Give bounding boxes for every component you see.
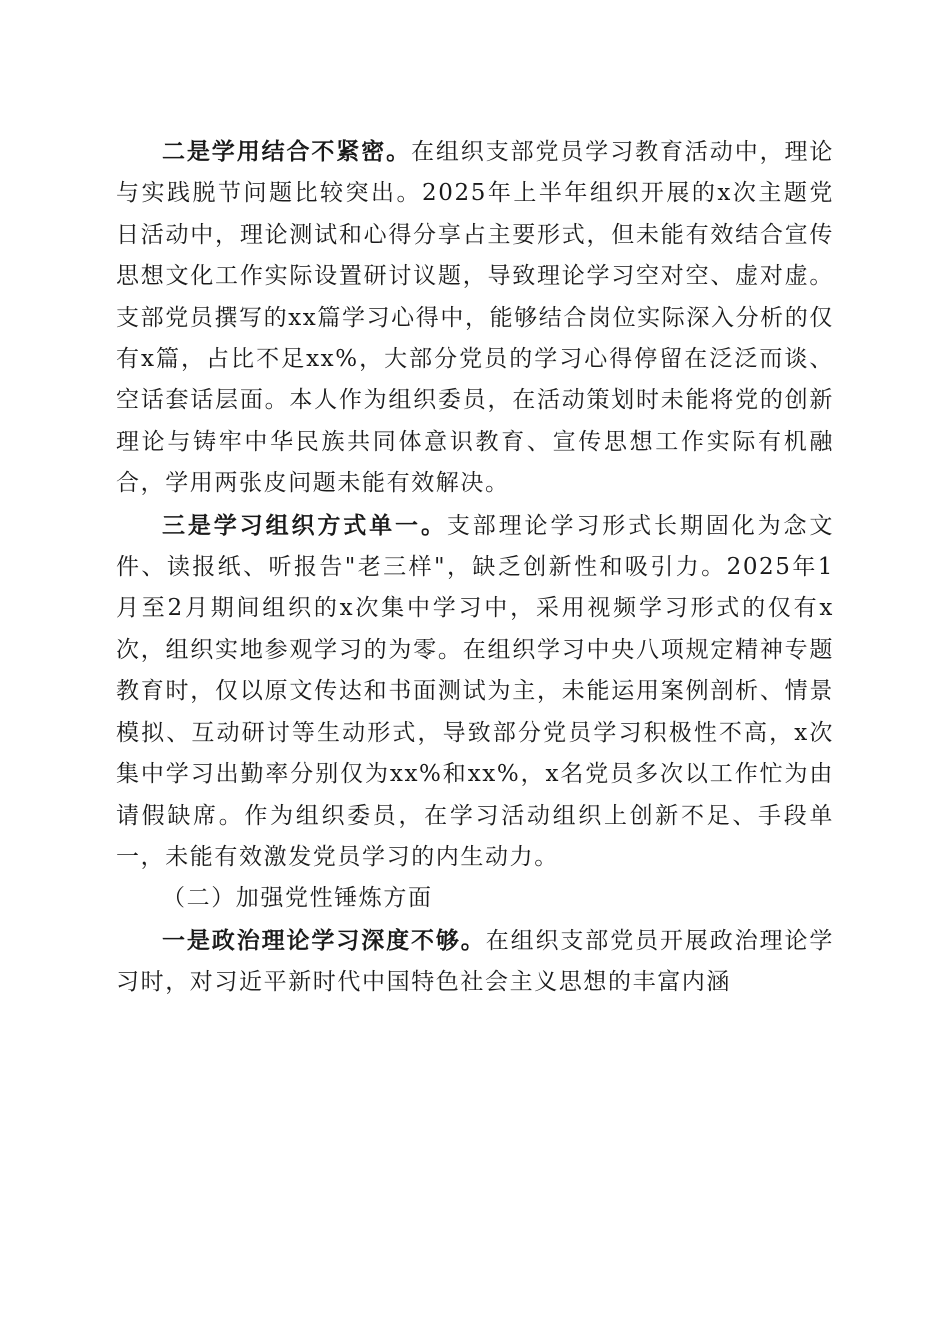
- document-body: [116, 131, 834, 1004]
- paragraph-text: 支部理论学习形式长期固化为念文件、读报纸、听报告"老三样"，缺乏创新性和吸引力。2025年1月至2月期间组织的x次集中学习中，采用视频学习形式的仅有x次，组织实地参观学习的为零。在组织学习中央八项规定精神专题教育时，仅以原文传达和书面测试为主，未能运用案例剖析、情景模拟、互动研讨等生动形式，导致部分党员学习积极性不高，x次集中学习出勤率分别仅为xx%和xx%，x名党员多次以工作忙为由请假缺席。作为组织委员，在学习活动组织上创新不足、手段单一，未能有效激发党员学习的内生动力。: [116, 512, 834, 870]
- paragraph-text: 在组织支部党员学习教育活动中，理论与实践脱节问题比较突出。2025年上半年组织开展的x次主题党日活动中，理论测试和心得分享占主要形式，但未能有效结合宣传思想文化工作实际设置研讨议题，导致理论学习空对空、虚对虚。支部党员撰写的xx篇学习心得中，能够结合岗位实际深入分析的仅有x篇，占比不足xx%，大部分党员的学习心得停留在泛泛而谈、空话套话层面。本人作为组织委员，在活动策划时未能将党的创新理论与铸牢中华民族共同体意识教育、宣传思想工作实际有机融合，学用两张皮问题未能有效解决。: [116, 139, 834, 497]
- paragraph-study-method: [116, 505, 834, 879]
- paragraph-political-theory: [116, 920, 834, 1004]
- paragraph-study-application: [116, 131, 834, 505]
- paragraph-lead: 一是政治理论学习深度不够。: [162, 926, 486, 954]
- paragraph-lead: 二是学用结合不紧密。: [162, 138, 411, 165]
- section-heading: （二）加强党性锤炼方面: [162, 885, 433, 912]
- paragraph-lead: 三是学习组织方式单一。: [162, 511, 447, 539]
- paragraph-text: 在组织支部党员开展政治理论学习时，对习近平新时代中国特色社会主义思想的丰富内涵: [116, 927, 834, 996]
